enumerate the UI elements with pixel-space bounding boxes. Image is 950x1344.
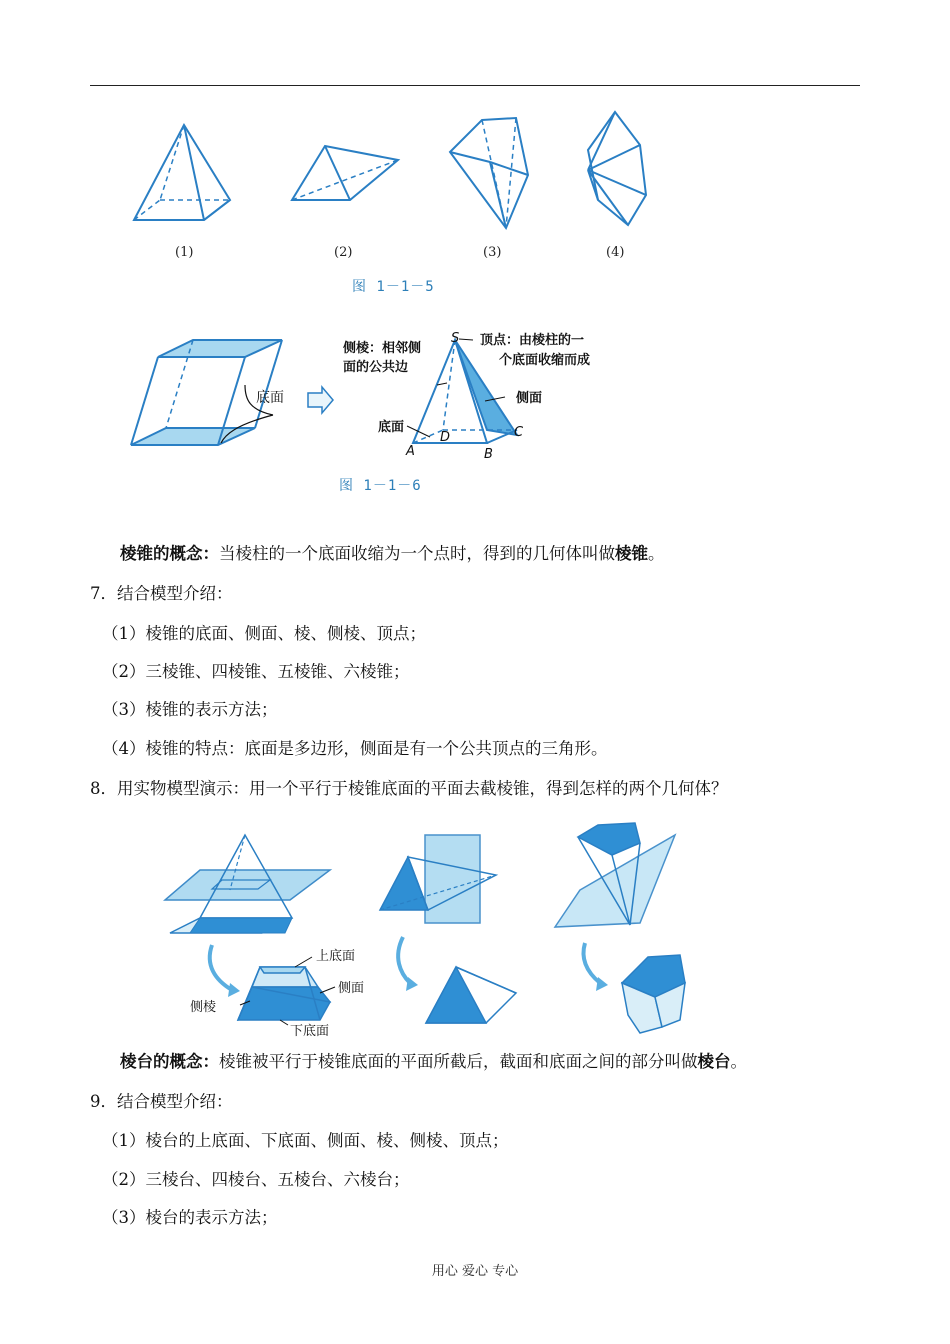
label-frustum-lateral-edge: 侧棱 xyxy=(190,1000,217,1015)
frustum-def-end: 。 xyxy=(730,1052,747,1071)
item9-point-2: （2）三棱台、四棱台、五棱台、六棱台； xyxy=(102,1170,410,1189)
label-base-right: 底面 xyxy=(378,420,405,435)
sub-label-4: (4) xyxy=(606,245,625,260)
item7-point-4: （4）棱锥的特点：底面是多边形，侧面是有一个公共顶点的三角形。 xyxy=(102,739,608,758)
sub-label-3: (3) xyxy=(483,245,502,260)
label-frustum-lateral-face: 侧面 xyxy=(338,981,365,996)
pyramid-def-end: 。 xyxy=(648,544,665,563)
sub-label-2: (2) xyxy=(334,245,353,260)
label-lateral-face: 侧面 xyxy=(516,391,543,406)
item7-point-2: （2）三棱锥、四棱锥、五棱锥、六棱锥； xyxy=(102,662,410,681)
sub-label-1: (1) xyxy=(175,245,194,260)
item7-point-1: （1）棱锥的底面、侧面、棱、侧棱、顶点； xyxy=(102,624,426,643)
pyramid-def-body: 当棱柱的一个底面收缩为一个点时，得到的几何体叫做 xyxy=(219,544,615,563)
label-top-base: 上底面 xyxy=(316,949,356,964)
label-vertex-1: 顶点：由棱柱的一 xyxy=(480,333,585,348)
frustum-def-body: 棱锥被平行于棱锥底面的平面所截后，截面和底面之间的部分叫做 xyxy=(219,1052,698,1071)
frustum-definition xyxy=(120,1050,747,1074)
figure-caption-1-1-6: 图 1－1－6 xyxy=(339,478,422,494)
point-b: B xyxy=(484,447,493,462)
figure-caption-1-1-5: 图 1－1－5 xyxy=(352,279,435,295)
point-a: A xyxy=(406,444,415,459)
pyramid-def-term: 棱锥的概念： xyxy=(120,544,219,563)
label-bottom-base: 下底面 xyxy=(290,1024,330,1039)
frustum-def-term: 棱台的概念： xyxy=(120,1052,219,1071)
item9-point-3: （3）棱台的表示方法； xyxy=(102,1208,278,1227)
point-s: S xyxy=(451,331,460,346)
item8-heading: 8．用实物模型演示：用一个平行于棱锥底面的平面去截棱锥，得到怎样的两个几何体？ xyxy=(90,779,728,798)
item7-point-3: （3）棱锥的表示方法； xyxy=(102,700,278,719)
page-footer: 用心 爱心 专心 xyxy=(431,1264,519,1279)
pyramid-def-keyword: 棱锥 xyxy=(615,544,648,563)
item7-heading: 7．结合模型介绍： xyxy=(90,584,233,603)
item9-point-1: （1）棱台的上底面、下底面、侧面、棱、侧棱、顶点； xyxy=(102,1131,509,1150)
label-lateral-edge-2: 面的公共边 xyxy=(343,360,409,375)
label-vertex-2: 个底面收缩而成 xyxy=(499,353,591,368)
point-d: D xyxy=(440,430,451,445)
frustum-def-keyword: 棱台 xyxy=(697,1052,731,1071)
item9-heading: 9．结合模型介绍： xyxy=(90,1092,233,1111)
label-base-left: 底面 xyxy=(256,390,284,406)
point-c: C xyxy=(514,425,524,440)
label-lateral-edge-1: 侧棱：相邻侧 xyxy=(343,341,422,356)
